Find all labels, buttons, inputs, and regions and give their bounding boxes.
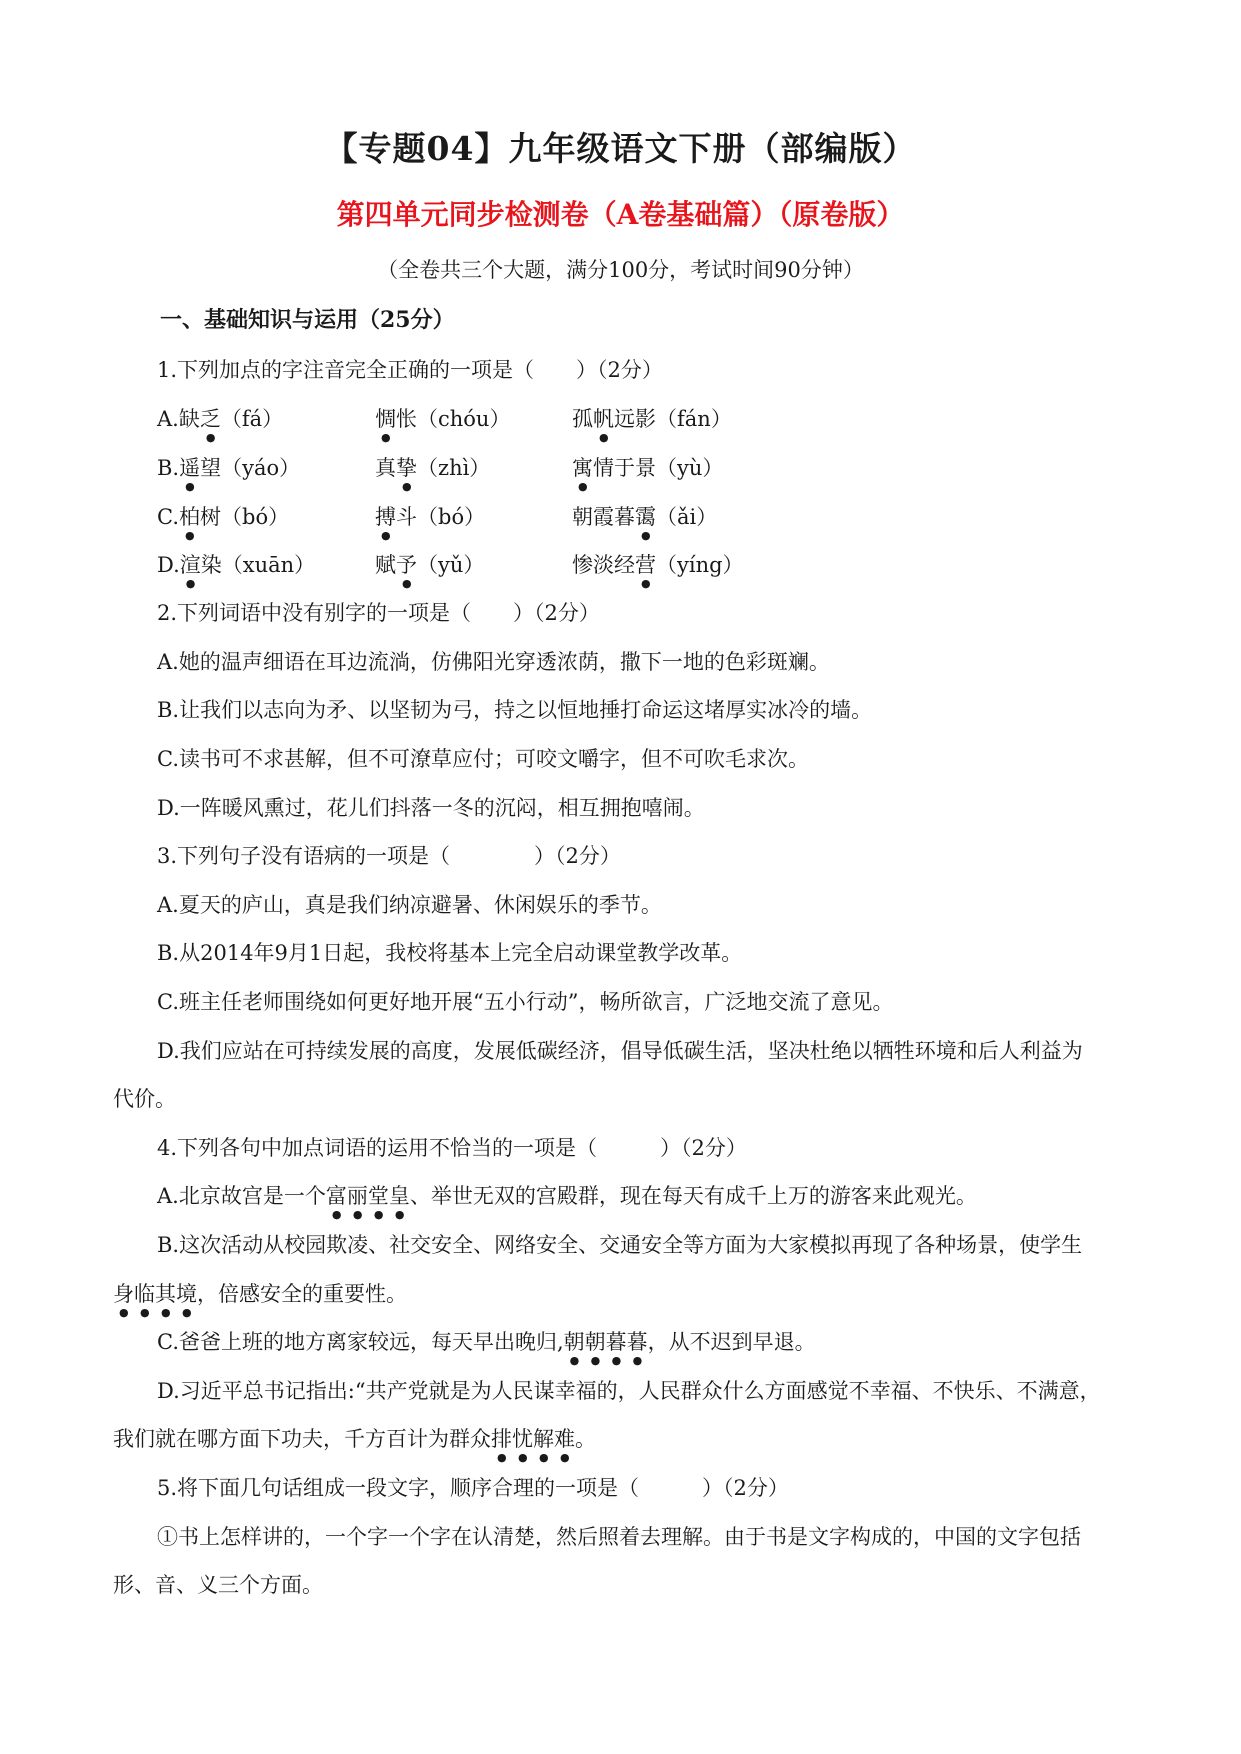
q4-option-b-continued: 身临其境，倍感安全的重要性。	[113, 1282, 407, 1306]
q4-option-b: B.这次活动从校园欺凌、社交安全、网络安全、交通安全等方面为大家模拟再现了各种场景，使学生	[157, 1233, 1083, 1257]
q2-option-a: A.她的温声细语在耳边流淌，仿佛阳光穿透浓荫，撒下一地的色彩斑斓。	[157, 650, 830, 674]
q3-option-a: A.夏天的庐山，真是我们纳凉避暑、休闲娱乐的季节。	[157, 893, 662, 917]
q2-option-b: B.让我们以志向为矛、以坚韧为弓，持之以恒地捶打命运这堵厚实冰冷的墙。	[157, 698, 873, 722]
q3-option-d-continued: 代价。	[113, 1087, 176, 1111]
q1-option-a-3: 孤帆远影（fán）	[572, 407, 732, 431]
q4-option-d-continued: 我们就在哪方面下功夫，千方百计为群众排忧解难。	[113, 1427, 596, 1451]
q2-option-d: D.一阵暖风熏过，花儿们抖落一冬的沉闷，相互拥抱嘻闹。	[157, 796, 705, 820]
exam-note: （全卷共三个大题，满分100分，考试时间90分钟）	[377, 258, 864, 282]
q1-option-c-1: C.柏树（bó）	[157, 505, 290, 529]
q3-option-c: C.班主任老师围绕如何更好地开展“五小行动”，畅所欲言，广泛地交流了意见。	[157, 990, 894, 1014]
q1-option-b-1: B.遥望（yáo）	[157, 456, 301, 480]
q1-option-b-3: 寓情于景（yù）	[572, 456, 724, 480]
question-5-stem: 5.将下面几句话组成一段文字，顺序合理的一项是（ ）（2分）	[157, 1476, 789, 1500]
q1-option-d-2: 赋予（yǔ）	[375, 553, 485, 577]
q1-option-a-2: 惆怅（chóu）	[375, 407, 511, 431]
question-2-stem: 2.下列词语中没有别字的一项是（ ）（2分）	[157, 601, 600, 625]
question-4-stem: 4.下列各句中加点词语的运用不恰当的一项是（ ）（2分）	[157, 1136, 747, 1160]
q3-option-d: D.我们应站在可持续发展的高度，发展低碳经济，倡导低碳生活，坚决杜绝以牺牲环境和后人利益为	[157, 1039, 1083, 1063]
q4-option-c: C.爸爸上班的地方离家较远，每天早出晚归,朝朝暮暮，从不迟到早退。	[157, 1330, 816, 1354]
page-title: 【专题04】九年级语文下册（部编版）	[324, 129, 917, 168]
q1-option-d-1: D.渲染（xuān）	[157, 553, 316, 577]
question-1-stem: 1.下列加点的字注音完全正确的一项是（ ）（2分）	[157, 358, 663, 382]
q4-option-a: A.北京故宫是一个富丽堂皇、举世无双的宫殿群，现在每天有成千上万的游客来此观光。	[157, 1184, 977, 1208]
q1-option-b-2: 真挚（zhì）	[375, 456, 491, 480]
q1-option-a-1: A.缺乏（fá）	[157, 407, 284, 431]
q1-option-c-2: 搏斗（bó）	[375, 505, 486, 529]
q3-option-b: B.从2014年9月1日起，我校将基本上完全启动课堂教学改革。	[157, 941, 743, 965]
question-3-stem: 3.下列句子没有语病的一项是（ ）（2分）	[157, 844, 621, 868]
q4-option-d: D.习近平总书记指出:“共产党就是为人民谋幸福的，人民群众什么方面感觉不幸福、不快乐、不满意，	[157, 1379, 1101, 1403]
section-heading: 一、基础知识与运用（25分）	[160, 307, 455, 333]
q5-sentence-1-continued: 形、音、义三个方面。	[113, 1573, 323, 1597]
page-subtitle: 第四单元同步检测卷（A卷基础篇）（原卷版）	[336, 198, 905, 231]
q1-option-c-3: 朝霞暮霭（ǎi）	[572, 505, 718, 529]
q2-option-c: C.读书可不求甚解，但不可潦草应付；可咬文嚼字，但不可吹毛求次。	[157, 747, 809, 771]
q1-option-d-3: 惨淡经营（yíng）	[572, 553, 744, 577]
q5-sentence-1: ①书上怎样讲的，一个字一个字在认清楚，然后照着去理解。由于书是文字构成的，中国的文字包括	[157, 1525, 1081, 1549]
